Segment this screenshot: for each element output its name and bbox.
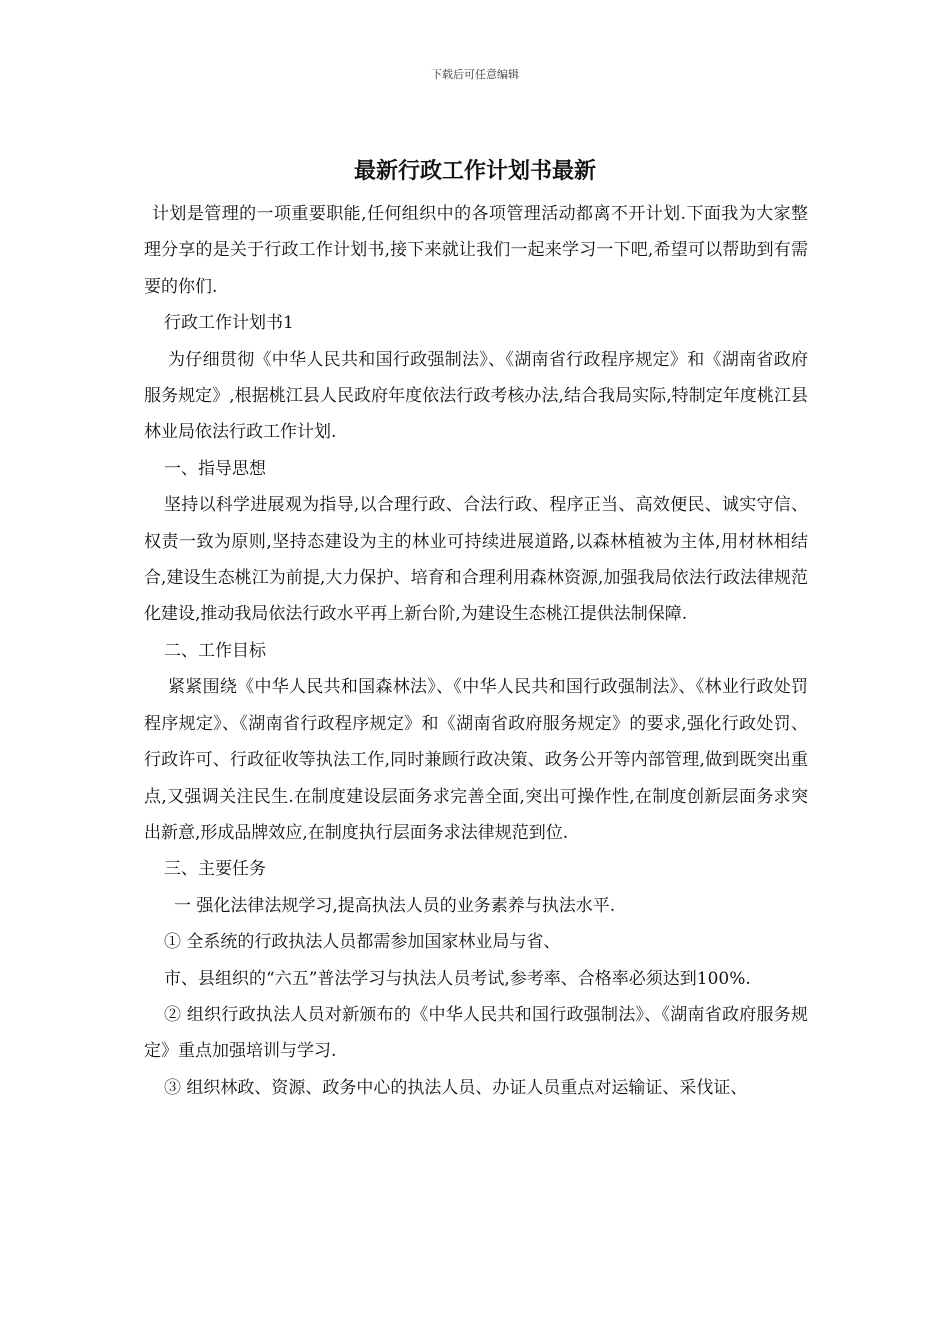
section-heading-guiding-thought: 一、指导思想 [164, 458, 266, 479]
paragraph-item-1-continued: 市、县组织的“六五”普法学习与执法人员考试,参考率、合格率必须达到100%. [164, 968, 751, 989]
document-title: 最新行政工作计划书最新 [353, 159, 596, 184]
section-heading-work-goals: 二、工作目标 [164, 640, 266, 661]
paragraph-item-3: ③ 组织林政、资源、政务中心的执法人员、办证人员重点对运输证、采伐证、 [164, 1077, 748, 1098]
paragraph-task-1: 一 强化法律法规学习,提高执法人员的业务素养与执法水平. [174, 895, 616, 916]
paragraph-plan-1: 为仔细贯彻《中华人民共和国行政强制法》、《湖南省行政程序规定》和《湖南省政府服务规定》,根据桃江县人民政府年度依法行政考核办法,结合我局实际,特制定年度桃江县林业局依法行政工作计划. [144, 349, 808, 443]
paragraph-item-1: ① 全系统的行政执法人员都需参加国家林业局与省、 [164, 932, 561, 953]
paragraph-work-goals: 紧紧围绕《中华人民共和国森林法》、《中华人民共和国行政强制法》、《林业行政处罚程序规定》、《湖南省行政程序规定》和《湖南省政府服务规定》的要求,强化行政处罚、行政许可、行政征收等执法工作,同时兼顾行政决策、政务公开等内部管理,做到既突出重点,又强调关注民生.在制度建设层面务求完善全面,突出可操作性,在制度创新层面务求突出新意,形成品牌效应,在制度执行层面务求法律规范到位. [144, 677, 808, 843]
document-body [144, 196, 808, 1106]
paragraph-intro: 计划是管理的一项重要职能,任何组织中的各项管理活动都离不开计划.下面我为大家整理分享的是关于行政工作计划书,接下来就让我们一起来学习一下吧,希望可以帮助到有需要的你们. [144, 204, 808, 297]
section-heading-main-tasks: 三、主要任务 [164, 859, 266, 880]
paragraph-guiding-thought: 坚持以科学进展观为指导,以合理行政、合法行政、程序正当、高效便民、诚实守信、权责一致为原则,坚持态建设为主的林业可持续进展道路,以森林植被为主体,用材林相结合,建设生态桃江为前提,大力保护、培育和合理利用森林资源,加强我局依法行政法律规范化建设,推动我局依法行政水平再上新台阶,为建设生态桃江提供法制保障. [144, 495, 808, 625]
paragraph-item-2: ② 组织行政执法人员对新颁布的《中华人民共和国行政强制法》、《湖南省政府服务规定》重点加强培训与学习. [144, 1004, 808, 1062]
header-note: 下载后可任意编辑 [431, 68, 519, 81]
section-heading-plan-1: 行政工作计划书1 [164, 313, 294, 334]
